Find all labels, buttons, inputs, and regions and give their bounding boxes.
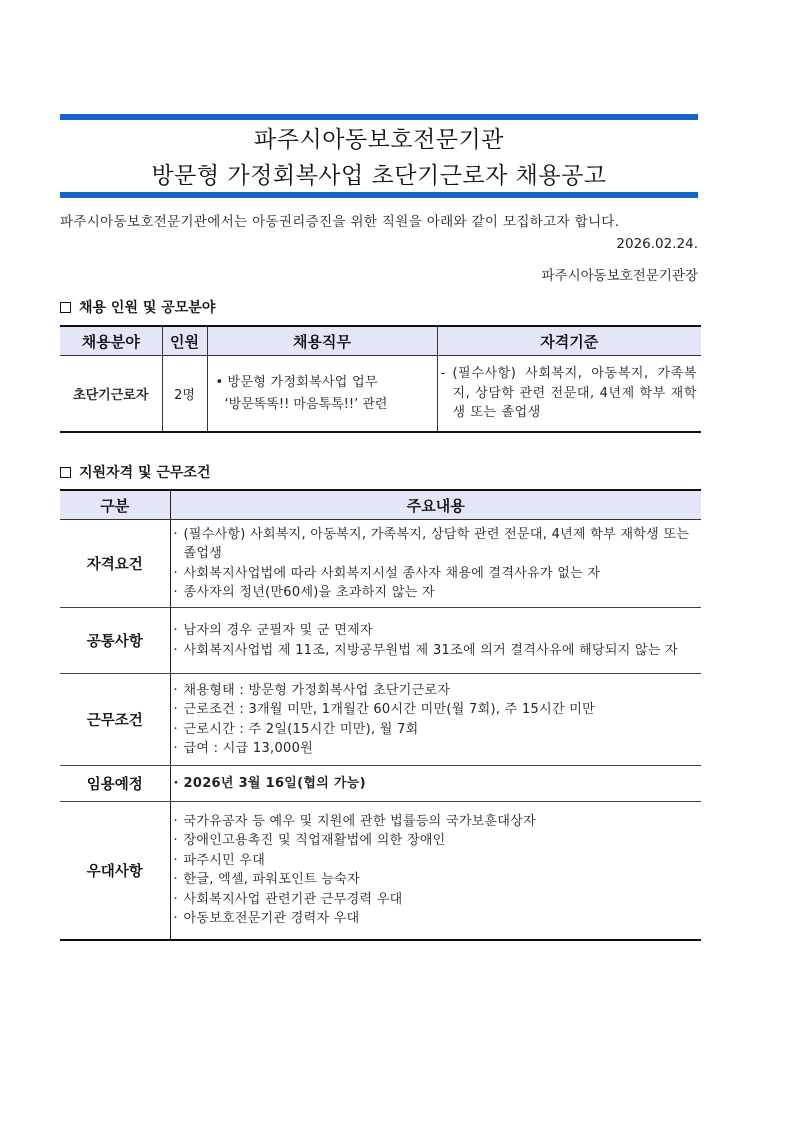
- section-header-conditions: [60, 462, 210, 482]
- row-label: 자격요건: [60, 520, 170, 608]
- bullet-icon: ·: [173, 721, 178, 737]
- page-title-line1: 파주시아동보호전문기관: [254, 127, 504, 153]
- row-content: · (필수사항) 사회복지, 아동복지, 가족복지, 상담학 관련 전문대, 4년제 학부 재학생 또는 졸업생 · 사회복지사업법에 따라 사회복지시설 종사자 채용에 결격사유가 없는 자 · 종사자의 정년(만60세)을 초과하지 않는 자: [170, 520, 701, 608]
- table-row: [60, 356, 701, 433]
- row-label: 우대사항: [60, 802, 170, 940]
- recruit-count: 2명: [162, 356, 207, 433]
- row-content: · 2026년 3월 16일(협의 가능): [170, 766, 701, 802]
- section-title: 지원자격 및 근무조건: [79, 465, 211, 481]
- bullet-icon: ·: [173, 833, 178, 849]
- bullet-icon: ·: [173, 872, 178, 888]
- bullet-icon: ·: [173, 702, 178, 717]
- column-header: 주요내용: [170, 490, 701, 520]
- column-header: 구분: [60, 490, 170, 520]
- row-label: 근무조건: [60, 674, 170, 766]
- bullet-icon: ·: [173, 526, 178, 542]
- recruit-qualification: - (필수사항) 사회복지, 아동복지, 가족복지, 상담학 관련 전문대, 4년제 학부 재학생 또는 졸업생: [437, 356, 701, 433]
- recruit-field: 초단기근로자: [73, 388, 149, 403]
- bullet-icon: ·: [173, 623, 178, 638]
- bullet-icon: ·: [173, 775, 179, 791]
- bullet-icon: ·: [173, 642, 178, 658]
- row-label: 공통사항: [60, 608, 170, 674]
- page-title-line2: 방문형 가정회복사업 초단기근로자 채용공고: [151, 163, 607, 189]
- checkbox-icon: [60, 302, 71, 313]
- row-label: 임용예정: [60, 766, 170, 802]
- bullet-icon: ·: [173, 852, 178, 868]
- title-bar-top: [60, 114, 698, 120]
- dash-icon: -: [440, 366, 446, 382]
- recruitment-table: [60, 325, 701, 433]
- bullet-icon: •: [215, 374, 224, 390]
- conditions-table: [60, 489, 701, 941]
- column-header: 채용분야: [60, 326, 162, 356]
- bullet-icon: ·: [173, 891, 178, 907]
- bullet-icon: ·: [173, 911, 178, 927]
- bullet-icon: ·: [173, 585, 178, 600]
- section-title: 채용 인원 및 공모분야: [79, 300, 216, 316]
- row-content: · 남자의 경우 군필자 및 군 면제자 · 사회복지사업법 제 11조, 지방공무원법 제 31조에 의거 결격사유에 해당되지 않는 자: [170, 608, 701, 674]
- table-header-row: [60, 326, 701, 356]
- bullet-icon: ·: [173, 813, 178, 829]
- table-row: [60, 520, 701, 608]
- row-content: · 채용형태 : 방문형 가정회복사업 초단기근로자 · 근로조건 : 3개월 미만, 1개월간 60시간 미만(월 7회), 주 15시간 미만 · 근로시간 : 주 2일(15시간 미만), 월 7회 · 급여 : 시급 13,000원: [170, 674, 701, 766]
- announcement-date: 2026.02.24.: [616, 236, 698, 252]
- row-content: · 국가유공자 등 예우 및 지원에 관한 법률등의 국가보훈대상자 · 장애인고용촉진 및 직업재활법에 의한 장애인 · 파주시민 우대 · 한글, 엑셀, 파워포인트 능숙자 · 사회복지사업 관련기관 근무경력 우대 · 아동보호전문기관 경력자 우대: [170, 802, 701, 940]
- bullet-icon: ·: [173, 682, 178, 698]
- table-row: [60, 608, 701, 674]
- table-header-row: [60, 490, 701, 520]
- recruit-duty: • 방문형 가정회복사업 업무 ‘방문똑똑!! 마음톡톡!!’ 관련: [207, 356, 437, 433]
- table-row: [60, 674, 701, 766]
- checkbox-icon: [60, 467, 71, 478]
- column-header: 인원: [162, 326, 207, 356]
- title-bar-bottom: [60, 192, 698, 198]
- table-row: [60, 802, 701, 940]
- bullet-icon: ·: [173, 741, 178, 756]
- table-row: [60, 766, 701, 802]
- column-header: 자격기준: [437, 326, 701, 356]
- section-header-recruitment: [60, 297, 215, 317]
- column-header: 채용직무: [207, 326, 437, 356]
- intro-text: 파주시아동보호전문기관에서는 아동권리증진을 위한 직원을 아래와 같이 모집하고자 합니다.: [60, 214, 620, 230]
- signature: 파주시아동보호전문기관장: [541, 268, 698, 284]
- bullet-icon: ·: [173, 565, 178, 581]
